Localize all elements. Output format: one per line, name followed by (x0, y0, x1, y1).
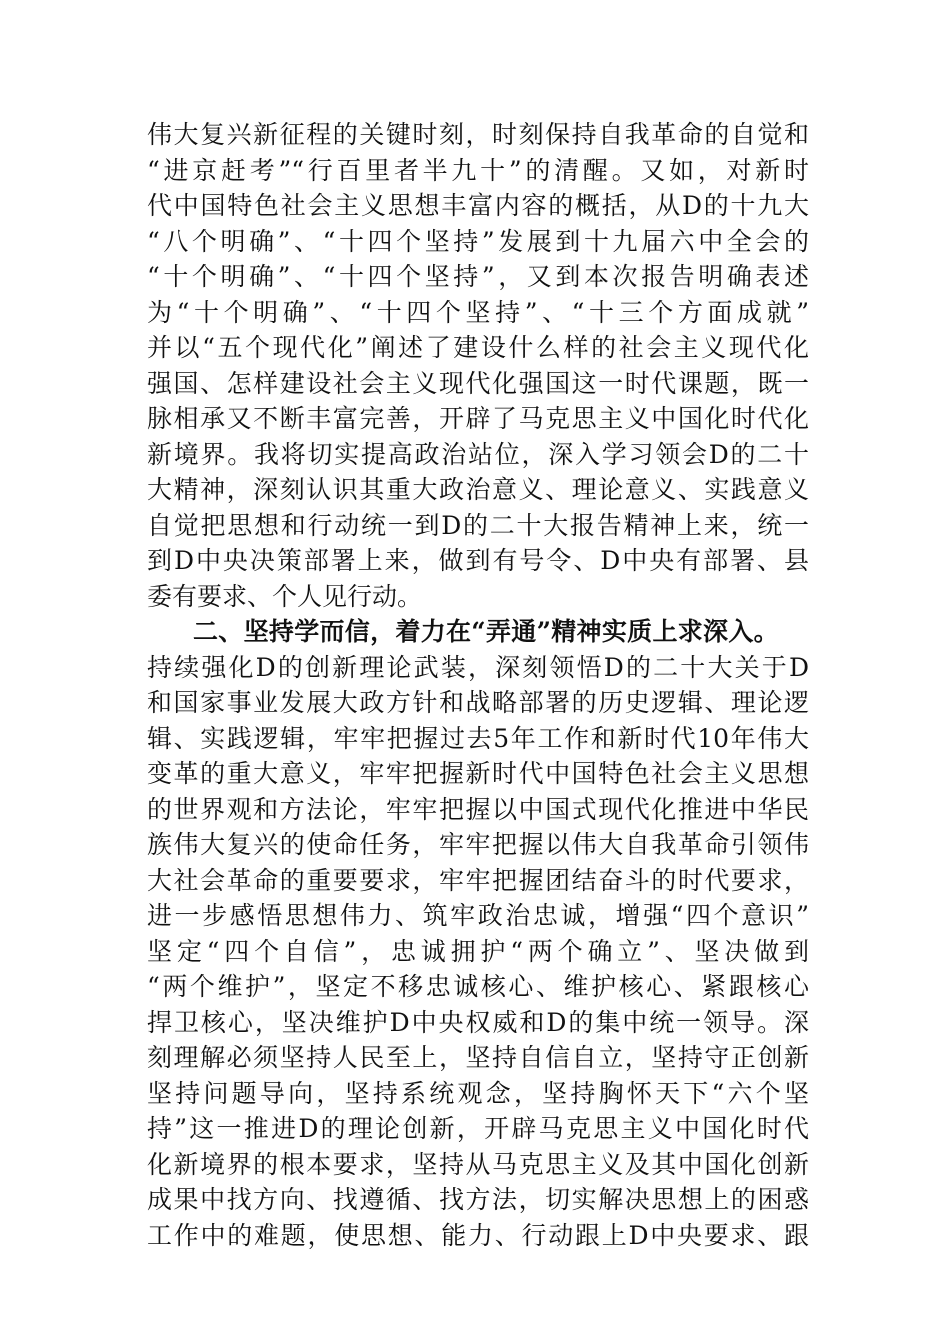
text-line: 大精神，深刻认识其重大政治意义、理论意义、实践意义 (147, 475, 809, 504)
text-line: 自觉把思想和行动统一到D的二十大报告精神上来，统一 (147, 510, 809, 540)
text-line: 变革的重大意义，牢牢把握新时代中国特色社会主义思想 (147, 759, 809, 788)
text-line: 成果中找方向、找遵循、找方法，切实解决思想上的困惑 (147, 1185, 809, 1214)
text-line: 的世界观和方法论，牢牢把握以中国式现代化推进中华民 (147, 794, 809, 824)
text-line: 并以“五个现代化”阐述了建设什么样的社会主义现代化 (147, 333, 809, 362)
text-line: 辑、实践逻辑，牢牢把握过去5年工作和新时代10年伟大 (147, 723, 809, 753)
section-heading: 二、坚持学而信，着力在“弄通”精神实质上求深入。 (193, 617, 779, 646)
text-line: 刻理解必须坚持人民至上，坚持自信自立，坚持守正创新 (147, 1043, 809, 1072)
text-line: “进京赶考”“行百里者半九十”的清醒。又如，对新时 (147, 155, 809, 185)
text-line: 坚持问题导向，坚持系统观念，坚持胸怀天下“六个坚 (147, 1078, 809, 1108)
text-line: 持续强化D的创新理论武装，深刻领悟D的二十大关于D (147, 652, 809, 682)
text-line: 捍卫核心，坚决维护D中央权威和D的集中统一领导。深 (147, 1007, 809, 1037)
text-line: 伟大复兴新征程的关键时刻，时刻保持自我革命的自觉和 (147, 120, 809, 149)
text-line: 进一步感悟思想伟力、筑牢政治忠诚，增强“四个意识” (147, 901, 809, 930)
text-line: 坚定“四个自信”，忠诚拥护“两个确立”、坚决做到 (147, 936, 809, 966)
text-line: “十个明确”、“十四个坚持”，又到本次报告明确表述 (147, 262, 809, 291)
text-line: 新境界。我将切实提高政治站位，深入学习领会D的二十 (147, 439, 809, 469)
text-line: 族伟大复兴的使命任务，牢牢把握以伟大自我革命引领伟 (147, 830, 809, 859)
text-line: 为“十个明确”、“十四个坚持”、“十三个方面成就” (147, 297, 809, 327)
text-line: “八个明确”、“十四个坚持”发展到十九届六中全会的 (147, 226, 809, 256)
text-line: 持”这一推进D的理论创新，开辟马克思主义中国化时代 (147, 1114, 809, 1143)
text-line: 脉相承又不断丰富完善，开辟了马克思主义中国化时代化 (147, 404, 809, 433)
text-line: 到D中央决策部署上来，做到有号令、D中央有部署、县 (147, 546, 809, 575)
text-line: 和国家事业发展大政方针和战略部署的历史逻辑、理论逻 (147, 688, 809, 717)
text-line: “两个维护”，坚定不移忠诚核心、维护核心、紧跟核心 (147, 972, 809, 1001)
text-line: 代中国特色社会主义思想丰富内容的概括，从D的十九大 (147, 191, 809, 220)
text-line-paragraph-end: 委有要求、个人见行动。 (147, 581, 423, 611)
text-line: 强国、怎样建设社会主义现代化强国这一时代课题，既一 (147, 368, 809, 398)
body-text (147, 117, 809, 1253)
text-line: 化新境界的根本要求，坚持从马克思主义及其中国化创新 (147, 1149, 809, 1179)
text-line: 大社会革命的重要要求，牢牢把握团结奋斗的时代要求， (147, 865, 809, 895)
text-line: 工作中的难题，使思想、能力、行动跟上D中央要求、跟 (147, 1220, 809, 1250)
